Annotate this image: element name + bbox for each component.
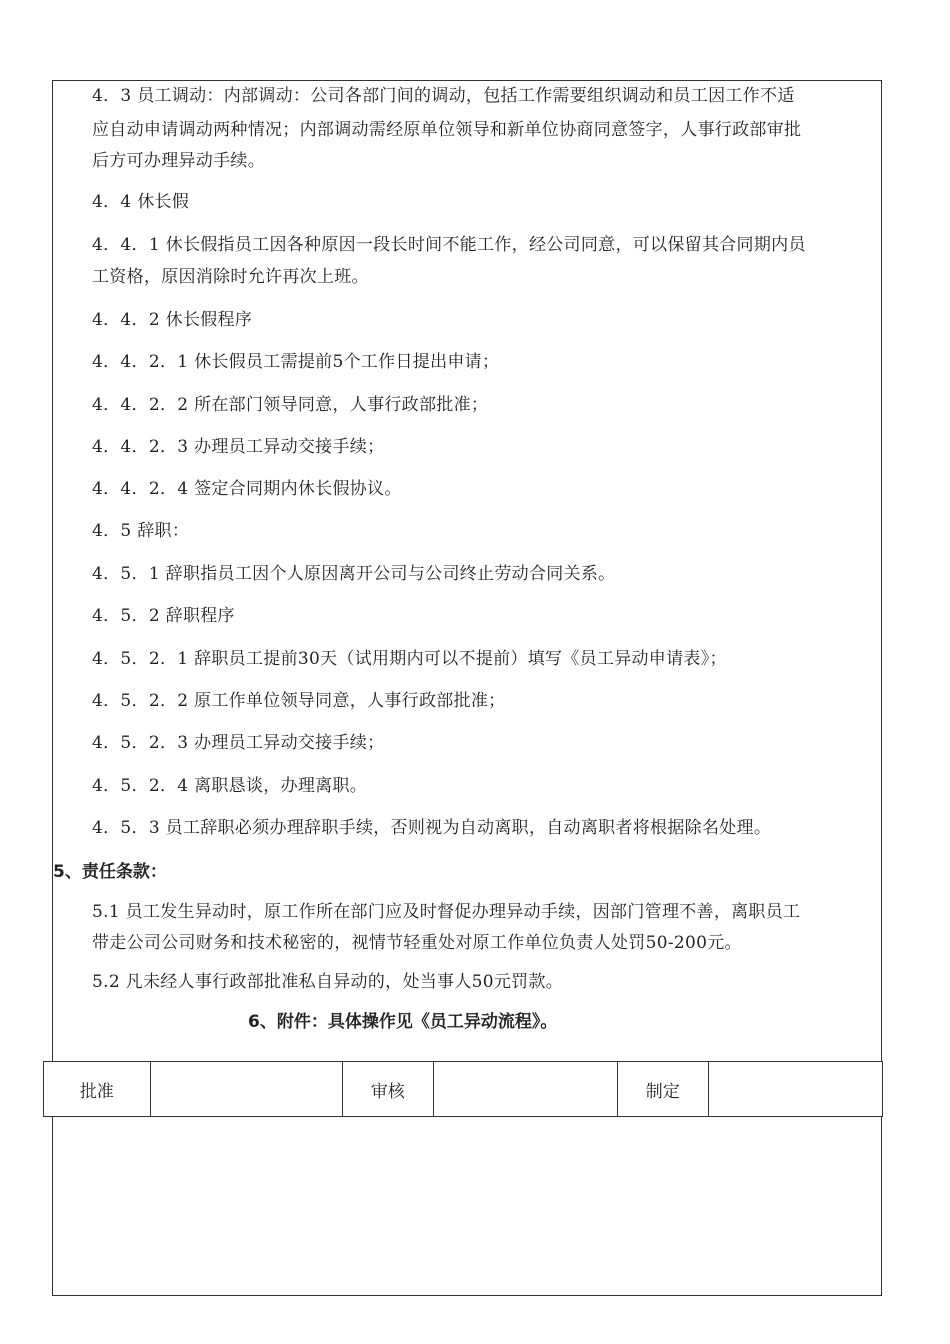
section-5-2: 5.2 凡未经人事行政部批准私自异动的，处当事人50元罚款。 xyxy=(92,972,564,992)
text-line: 4．4．1 休长假指员工因各种原因一段长时间不能工作，经公司同意，可以保留其合同期内员 xyxy=(92,235,806,255)
text-line: 4．4．2．3 办理员工异动交接手续； xyxy=(92,437,385,457)
text-line: 4．5．2．2 原工作单位领导同意，人事行政部批准； xyxy=(92,691,506,711)
text-line: 工资格，原因消除时允许再次上班。 xyxy=(92,267,369,287)
text-line: 后方可办理异动手续。 xyxy=(92,151,265,171)
review-label: 审核 xyxy=(342,1062,433,1117)
text-line: 4．5．2．3 办理员工异动交接手续； xyxy=(92,733,385,753)
text-line: 4．5．2．4 离职恳谈，办理离职。 xyxy=(92,776,368,796)
review-field[interactable] xyxy=(433,1062,617,1117)
approve-label: 批准 xyxy=(44,1062,151,1117)
signature-row xyxy=(44,1062,883,1117)
heading-4-5: 4．5 辞职： xyxy=(92,521,190,541)
text-line: 4．5．3 员工辞职必须办理辞职手续，否则视为自动离职，自动离职者将根据除名处理。 xyxy=(92,818,772,838)
text-line: 4．5．2．1 辞职员工提前30天（试用期内可以不提前）填写《员工异动申请表》； xyxy=(92,649,727,669)
text-line: 4．5．2 辞职程序 xyxy=(92,606,235,626)
section-5-heading: 5、责任条款： xyxy=(53,862,167,882)
text-line: 4．5．1 辞职指员工因个人原因离开公司与公司终止劳动合同关系。 xyxy=(92,564,616,584)
approve-field[interactable] xyxy=(150,1062,342,1117)
text-line: 4．4．2．1 休长假员工需提前5个工作日提出申请； xyxy=(92,352,500,372)
draft-label: 制定 xyxy=(617,1062,708,1117)
text-line: 4．4．2 休长假程序 xyxy=(92,310,253,330)
text-line: 4．4．2．2 所在部门领导同意，人事行政部批准； xyxy=(92,395,489,415)
attachment-line: 6、附件：具体操作见《员工异动流程》。 xyxy=(248,1012,558,1032)
text-line: 4．3 员工调动：内部调动：公司各部门间的调动，包括工作需要组织调动和员工因工作不适 xyxy=(92,86,795,106)
text-line: 4．4．2．4 签定合同期内休长假协议。 xyxy=(92,479,402,499)
signature-table xyxy=(43,1061,883,1117)
draft-field[interactable] xyxy=(708,1062,882,1117)
section-5-1-line-1: 5.1 员工发生异动时，原工作所在部门应及时督促办理异动手续，因部门管理不善，离职员工 xyxy=(92,902,801,922)
text-line: 应自动申请调动两种情况；内部调动需经原单位领导和新单位协商同意签字，人事行政部审批 xyxy=(92,120,802,140)
section-5-1-line-2: 带走公司公司财务和技术秘密的，视情节轻重处对原工作单位负责人处罚50-200元。 xyxy=(92,933,742,953)
heading-4-4: 4．4 休长假 xyxy=(92,192,190,212)
